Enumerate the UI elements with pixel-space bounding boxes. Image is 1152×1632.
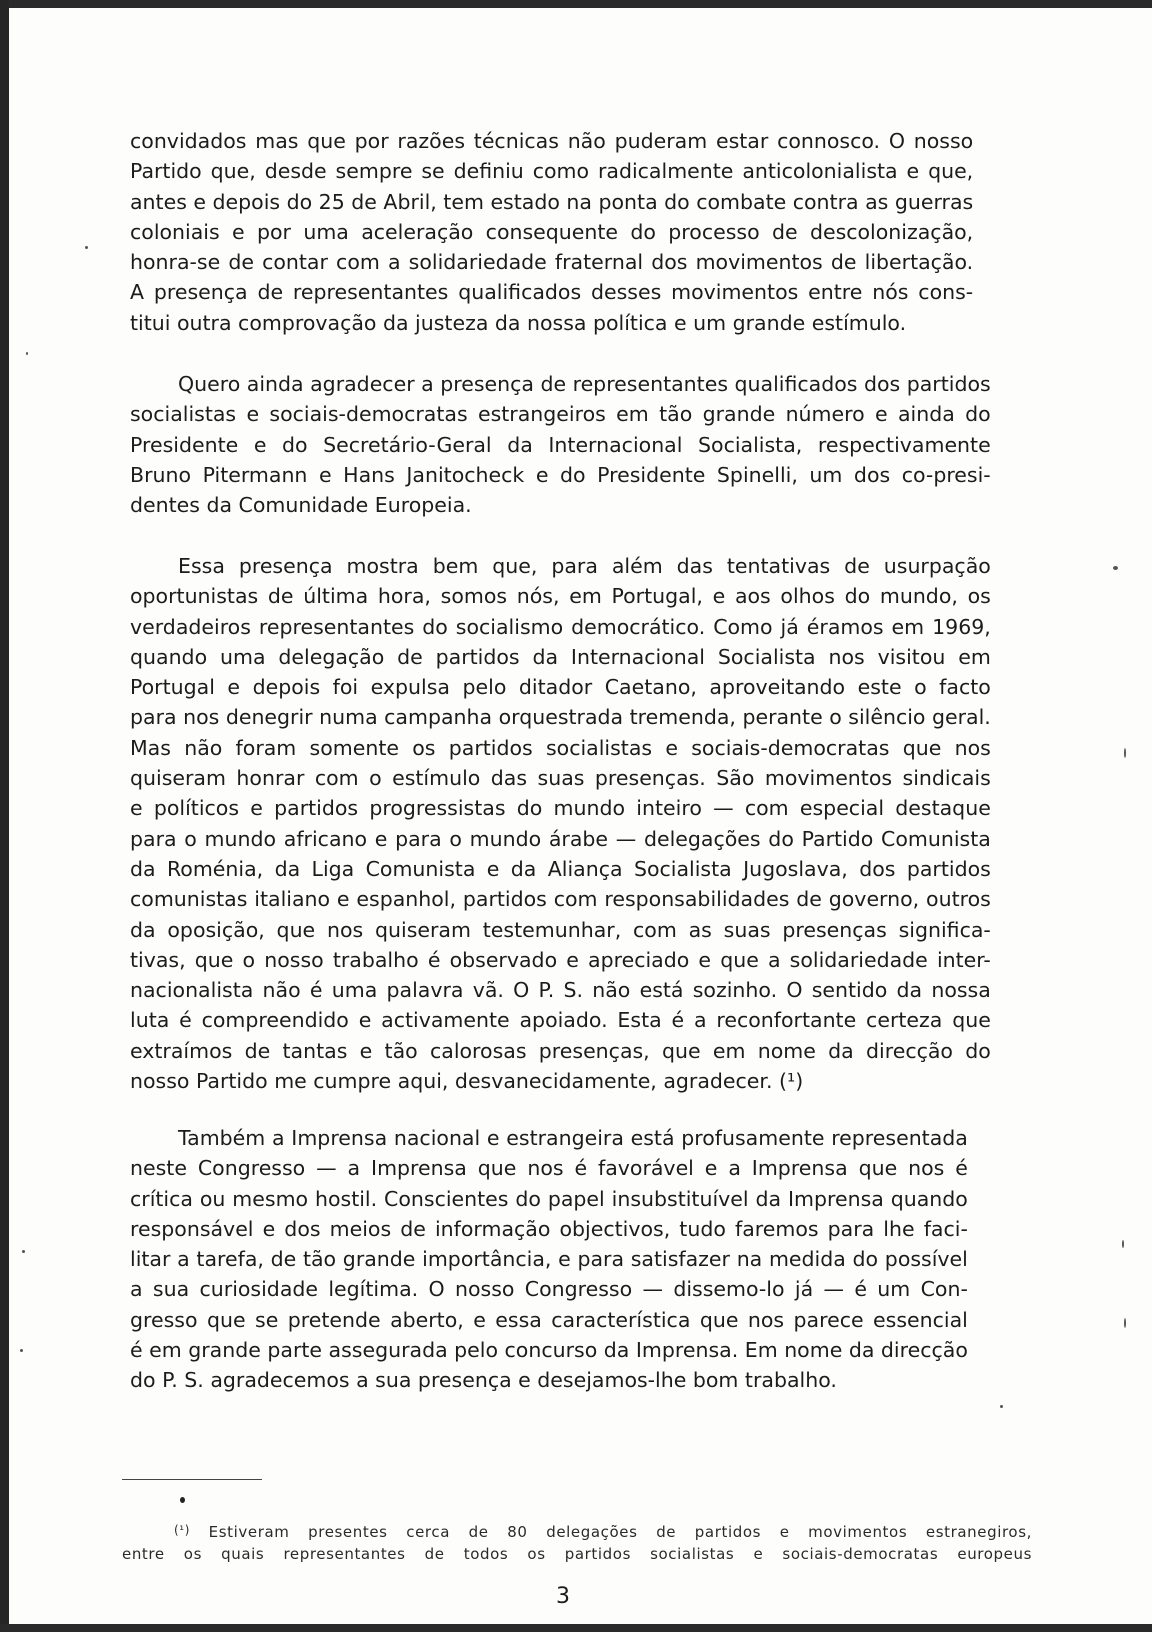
text-line: nosso Partido me cumpre aqui, desvanecidamente, agradecer. (¹) [130, 1069, 804, 1094]
text-line: responsável e dos meios de informação objectivos, tudo faremos para lhe faci- [130, 1216, 968, 1241]
text-line: Presidente e do Secretário-Geral da Internacional Socialista, respectivamente [130, 432, 991, 457]
text-line: quiseram honrar com o estímulo das suas presenças. São movimentos sindicais [130, 766, 991, 791]
scan-speck [85, 246, 88, 249]
paragraph [130, 369, 991, 520]
paragraph [130, 551, 991, 1096]
scan-speck [22, 1250, 25, 1253]
text-line: da oposição, que nos quiseram testemunhar, com as suas presenças significa- [130, 917, 991, 942]
text-line: oportunistas de última hora, somos nós, em Portugal, e aos olhos do mundo, os [130, 584, 991, 609]
text-line: e políticos e partidos progressistas do mundo inteiro — com especial destaque [130, 796, 991, 821]
scan-speck [20, 1349, 23, 1352]
text-line: luta é compreendido e activamente apoiado. Esta é a reconfortante certeza que [130, 1008, 991, 1033]
text-line: neste Congresso — a Imprensa que nos é favorável e a Imprensa que nos é [130, 1156, 968, 1181]
text-line: nacionalista não é uma palavra vã. O P. S. não está sozinho. O sentido da nossa [130, 978, 991, 1003]
text-line: Essa presença mostra bem que, para além das tentativas de usurpação [178, 554, 991, 578]
text-line: Partido que, desde sempre se definiu como radicalmente anticolonialista e que, [130, 159, 974, 184]
text-line: quando uma delegação de partidos da Internacional Socialista nos visitou em [130, 644, 991, 669]
scan-speck [1113, 566, 1118, 570]
text-line: comunistas italiano e espanhol, partidos com responsabilidades de governo, outros [130, 887, 991, 912]
footnote-divider [122, 1479, 262, 1480]
footnote [122, 1519, 1032, 1565]
paragraph [130, 1123, 968, 1396]
text-line: para o mundo africano e para o mundo árabe — delegações do Partido Comunista [130, 826, 991, 851]
footnote-marker: (¹) [174, 1523, 190, 1537]
text-line: para nos denegrir numa campanha orquestrada tremenda, perante o silêncio geral. [130, 705, 991, 730]
text-line: titui outra comprovação da justeza da nossa política e um grande estímulo. [130, 310, 907, 335]
page-number: 3 [556, 1584, 570, 1609]
text-line: gresso que se pretende aberto, e essa característica que nos parece essencial [130, 1307, 968, 1332]
text-line: coloniais e por uma aceleração consequente do processo de descolonização, [130, 219, 974, 244]
scan-speck [1124, 1318, 1126, 1328]
text-line: Também a Imprensa nacional e estrangeira está profusamente representada [178, 1126, 968, 1150]
scan-border-top [0, 0, 1152, 8]
scan-speck [1124, 748, 1126, 758]
scan-speck [1000, 1405, 1003, 1408]
footnote-text: Estiveram presentes cerca de 80 delegações de partidos e movimentos estranegiros, [208, 1523, 1032, 1541]
paragraph [130, 126, 973, 338]
text-line: do P. S. agradecemos a sua presença e desejamos-lhe bom trabalho. [130, 1368, 837, 1393]
text-line: Bruno Pitermann e Hans Janitocheck e do Presidente Spinelli, um dos co-presi- [130, 462, 991, 487]
text-line: tivas, que o nosso trabalho é observado e apreciado e que a solidariedade inter- [130, 947, 991, 972]
text-line: verdadeiros representantes do socialismo democrático. Como já éramos em 1969, [130, 614, 991, 639]
text-line: da Roménia, da Liga Comunista e da Aliança Socialista Jugoslava, dos partidos [130, 856, 991, 881]
text-line: crítica ou mesmo hostil. Conscientes do papel insubstituível da Imprensa quando [130, 1186, 968, 1211]
footnote-line [122, 1519, 1032, 1543]
text-line: honra-se de contar com a solidariedade fraternal dos movimentos de libertação. [130, 250, 974, 275]
footnote-line: entre os quais representantes de todos os partidos socialistas e sociais-democratas europeus [122, 1545, 1032, 1563]
scan-speck [26, 352, 28, 355]
scan-speck [1122, 1240, 1124, 1248]
footnote-bullet [180, 1497, 185, 1503]
text-line: litar a tarefa, de tão grande importância, e para satisfazer na medida do possível [130, 1247, 968, 1272]
text-line: a sua curiosidade legítima. O nosso Congresso — dissemo-lo já — é um Con- [130, 1277, 968, 1302]
scan-border-bottom [0, 1624, 1152, 1632]
scan-border-left [0, 0, 9, 1632]
text-line: é em grande parte assegurada pelo concurso da Imprensa. Em nome da direcção [130, 1338, 968, 1363]
text-line: antes e depois do 25 de Abril, tem estado na ponta do combate contra as guerras [130, 189, 974, 214]
text-line: convidados mas que por razões técnicas não puderam estar connosco. O nosso [130, 129, 974, 153]
text-line: Mas não foram somente os partidos socialistas e sociais-democratas que nos [130, 735, 991, 760]
text-line: A presença de representantes qualificados desses movimentos entre nós cons- [130, 280, 974, 305]
text-line: socialistas e sociais-democratas estrangeiros em tão grande número e ainda do [130, 402, 991, 427]
text-line: extraímos de tantas e tão calorosas presenças, que em nome da direcção do [130, 1038, 991, 1063]
text-line: Quero ainda agradecer a presença de representantes qualificados dos partidos [178, 372, 991, 396]
text-line: Portugal e depois foi expulsa pelo ditador Caetano, aproveitando este o facto [130, 675, 991, 700]
text-line: dentes da Comunidade Europeia. [130, 493, 472, 518]
